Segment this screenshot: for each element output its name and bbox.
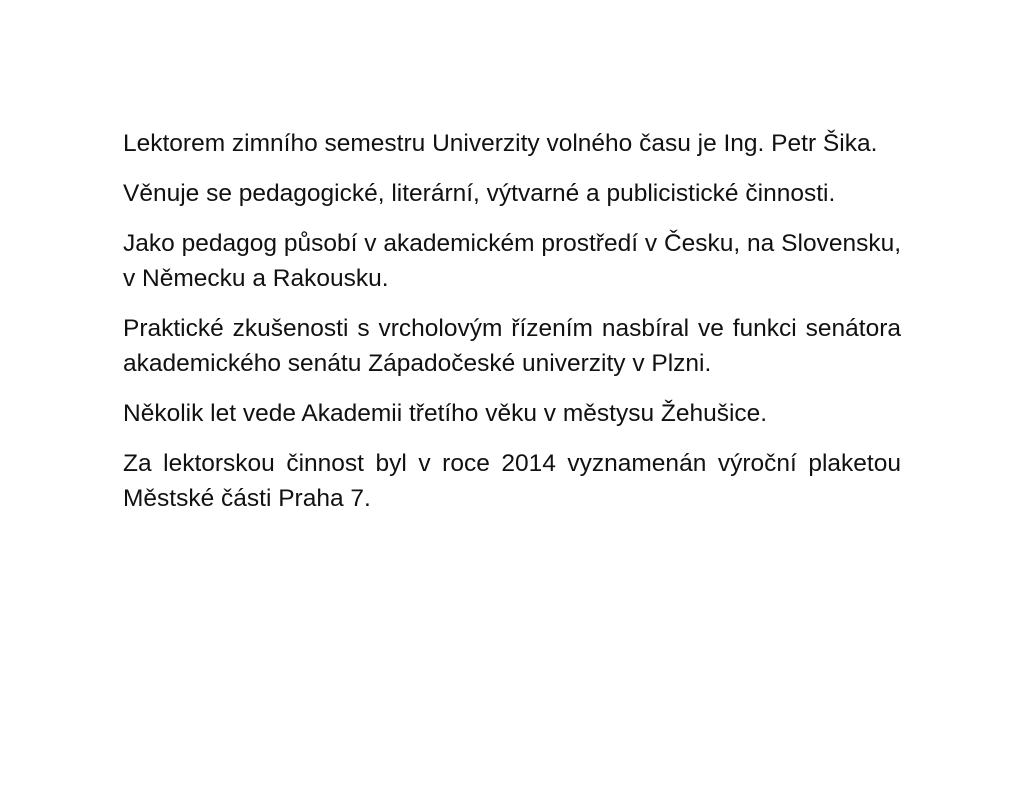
- document-body: [123, 126, 901, 531]
- paragraph-lecturer-intro: Lektorem zimního semestru Univerzity volného času je Ing. Petr Šika.: [123, 130, 878, 157]
- paragraph-activities: Věnuje se pedagogické, literární, výtvarné a publicistické činnosti.: [123, 180, 836, 207]
- paragraph-academic-environment: Jako pedagog působí v akademickém prostředí v Česku, na Slovensku, v Německu a Rakousku.: [123, 230, 901, 292]
- paragraph-third-age-academy: Několik let vede Akademii třetího věku v městysu Žehušice.: [123, 400, 768, 427]
- paragraph-award: Za lektorskou činnost byl v roce 2014 vyznamenán výroční plaketou Městské části Praha 7.: [123, 450, 901, 512]
- paragraph-management-experience: Praktické zkušenosti s vrcholovým řízením nasbíral ve funkci senátora akademického senátu Západočeské univerzity v Plzni.: [123, 315, 901, 377]
